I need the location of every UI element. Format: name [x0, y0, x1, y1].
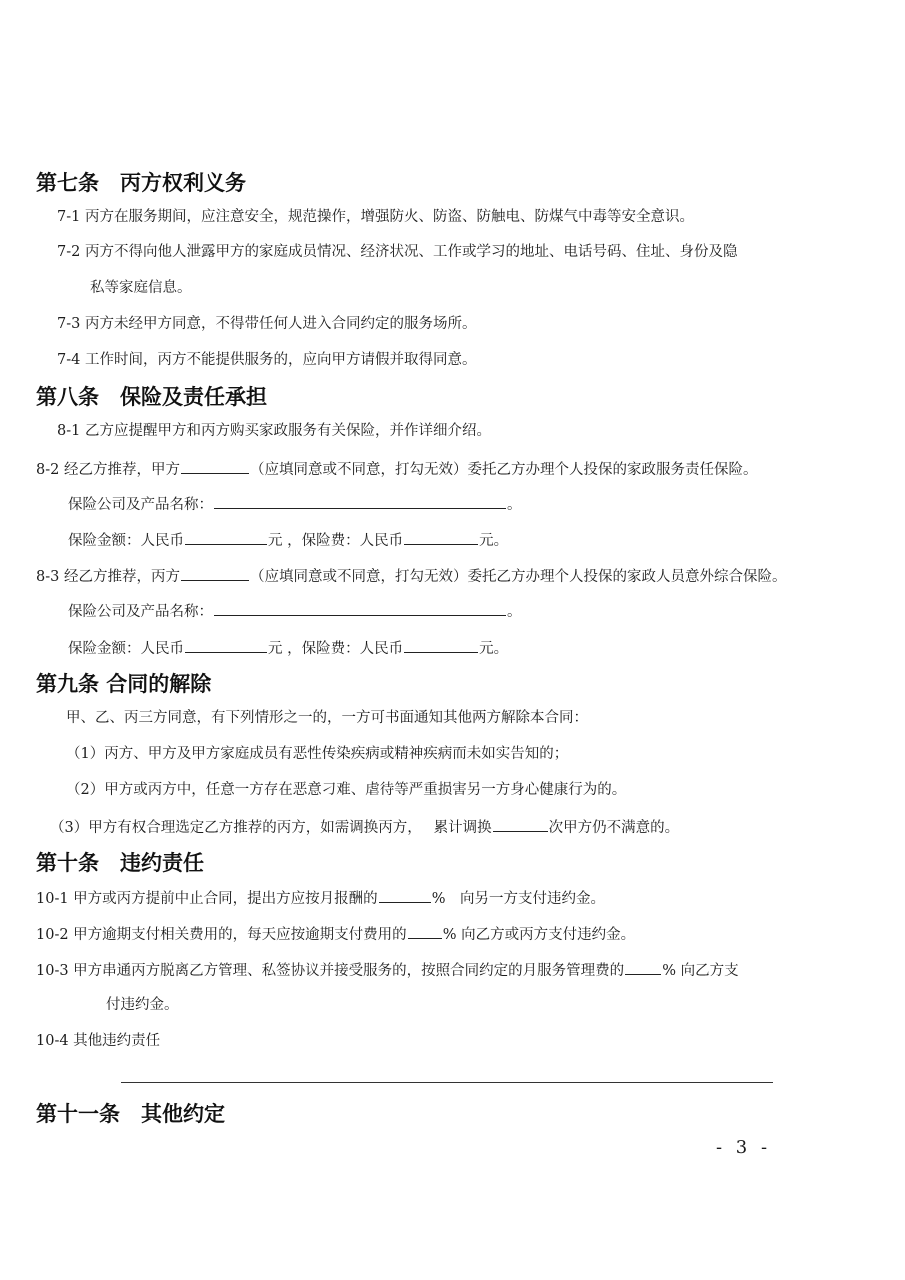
clause-10-2-end: % 向乙方或丙方支付违约金。 — [442, 927, 636, 943]
insurer-line-1 — [68, 493, 522, 515]
premium-label: 元 ，保险费：人民币 — [268, 641, 404, 657]
penalty-rate-blank-2[interactable] — [408, 923, 442, 939]
section-9-heading: 第九条 合同的解除 — [36, 672, 212, 696]
clause-9-item-3 — [50, 816, 679, 838]
clause-7-4: 7-4 工作时间，丙方不能提供服务的，应向甲方请假并取得同意。 — [57, 352, 477, 368]
party-c-consent-blank[interactable] — [181, 565, 249, 581]
insurer-label: 保险公司及产品名称： — [68, 497, 213, 513]
clause-10-3 — [36, 959, 739, 981]
party-a-consent-blank[interactable] — [181, 458, 249, 474]
clause-9-item-2: （2）甲方或丙方中，任意一方存在恶意刁难、虐待等严重损害另一方身心健康行为的。 — [66, 782, 627, 798]
replacement-count-blank[interactable] — [493, 816, 548, 832]
clause-10-3-end: % 向乙方支 — [662, 963, 739, 979]
clause-10-2-start: 10-2 甲方逾期支付相关费用的，每天应按逾期支付费用的 — [36, 927, 407, 943]
clause-10-1 — [36, 887, 605, 909]
clause-10-3-cont: 付违约金。 — [106, 997, 179, 1013]
clause-9-item-1: （1）丙方、甲方及甲方家庭成员有恶性传染疾病或精神疾病而未如实告知的； — [66, 746, 569, 762]
clause-8-2 — [36, 458, 757, 480]
clause-9-item-3-end: 次甲方仍不满意的。 — [548, 820, 680, 836]
insurer-line-2 — [68, 600, 522, 622]
clause-8-3 — [36, 565, 786, 587]
premium-blank[interactable] — [404, 637, 478, 653]
clause-10-3-start: 10-3 甲方串通丙方脱离乙方管理、私签协议并接受服务的，按照合同约定的月服务管理费的 — [36, 963, 625, 979]
section-11-heading: 第十一条 其他约定 — [36, 1102, 225, 1126]
clause-10-1-end: % 向另一方支付违约金。 — [431, 891, 605, 907]
clause-8-3-text-start: 8-3 经乙方推荐，丙方 — [36, 569, 180, 585]
section-8-heading: 第八条 保险及责任承担 — [36, 385, 267, 409]
amount-label: 保险金额：人民币 — [68, 533, 184, 549]
penalty-rate-blank-3[interactable] — [625, 959, 661, 975]
clause-10-2 — [36, 923, 635, 945]
insurer-name-blank[interactable] — [214, 600, 506, 616]
premium-blank[interactable] — [404, 529, 478, 545]
premium-label: 元 ，保险费：人民币 — [268, 533, 404, 549]
clause-7-3: 7-3 丙方未经甲方同意，不得带任何人进入合同约定的服务场所。 — [57, 316, 477, 332]
amount-line-end: 元。 — [479, 533, 509, 549]
clause-7-2: 7-2 丙方不得向他人泄露甲方的家庭成员情况、经济状况、工作或学习的地址、电话号码、住址、身份及隐 — [57, 244, 738, 260]
other-liability-blank-line[interactable] — [121, 1082, 773, 1083]
insured-amount-blank[interactable] — [185, 529, 267, 545]
clause-8-1: 8-1 乙方应提醒甲方和丙方购买家政服务有关保险，并作详细介绍。 — [57, 423, 491, 439]
section-7-heading: 第七条 丙方权利义务 — [36, 171, 246, 195]
amount-line-end: 元。 — [479, 641, 509, 657]
clause-10-4: 10-4 其他违约责任 — [36, 1033, 161, 1049]
insurer-label: 保险公司及产品名称： — [68, 604, 213, 620]
clause-9-item-3-start: （3）甲方有权合理选定乙方推荐的丙方，如需调换丙方， 累计调换 — [50, 820, 492, 836]
amount-line-1 — [68, 529, 508, 551]
clause-10-1-start: 10-1 甲方或丙方提前中止合同，提出方应按月报酬的 — [36, 891, 378, 907]
amount-line-2 — [68, 637, 508, 659]
clause-8-2-text-end: （应填同意或不同意，打勾无效）委托乙方办理个人投保的家政服务责任保险。 — [249, 462, 758, 478]
insured-amount-blank[interactable] — [185, 637, 267, 653]
clause-7-1: 7-1 丙方在服务期间，应注意安全，规范操作，增强防火、防盗、防触电、防煤气中毒等安全意识。 — [57, 209, 694, 225]
amount-label: 保险金额：人民币 — [68, 641, 184, 657]
section-10-heading: 第十条 违约责任 — [36, 851, 204, 875]
page-number: - 3 - — [716, 1137, 772, 1158]
insurer-line-end: 。 — [507, 497, 522, 513]
insurer-line-end: 。 — [507, 604, 522, 620]
section-9-intro: 甲、乙、丙三方同意，有下列情形之一的，一方可书面通知其他两方解除本合同： — [66, 710, 588, 726]
clause-8-3-text-end: （应填同意或不同意，打勾无效）委托乙方办理个人投保的家政人员意外综合保险。 — [249, 569, 787, 585]
clause-8-2-text-start: 8-2 经乙方推荐，甲方 — [36, 462, 180, 478]
clause-7-2-cont: 私等家庭信息。 — [90, 280, 192, 296]
penalty-rate-blank-1[interactable] — [379, 887, 431, 903]
insurer-name-blank[interactable] — [214, 493, 506, 509]
